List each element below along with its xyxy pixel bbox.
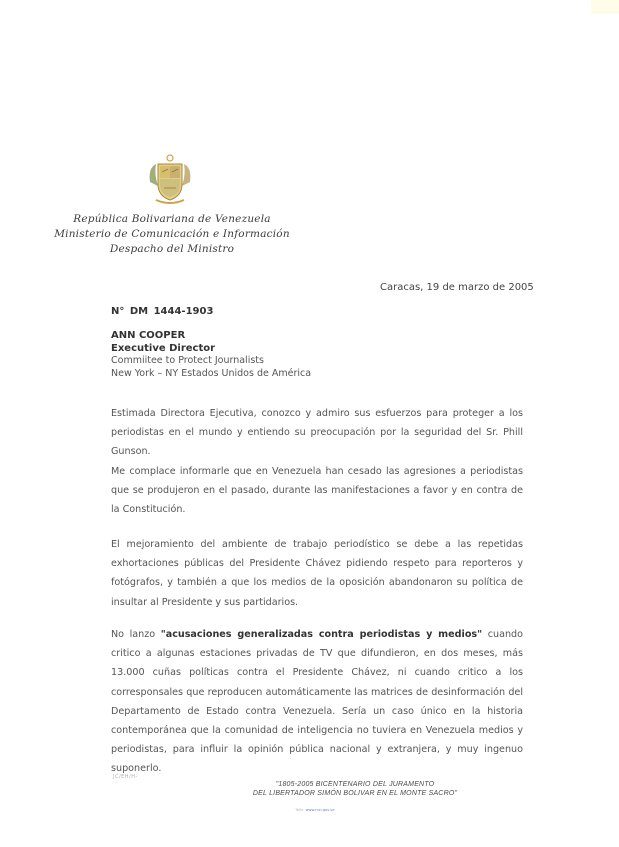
- coat-of-arms-icon: [142, 152, 198, 208]
- letter-date: Caracas, 19 de marzo de 2005: [380, 282, 534, 293]
- paragraph-text: No lanzo: [111, 629, 161, 640]
- body-paragraph: Me complace informarle que en Venezuela han cesado las agresiones a periodistas que se produjeron en el pasado, durante las manifestaciones a favor y en contra de la Constitución.: [111, 466, 523, 516]
- addressee-name: ANN COOPER: [111, 330, 186, 341]
- footer-text: Telfs.: [295, 808, 305, 812]
- typist-initials: JC/EH/H-: [113, 774, 138, 780]
- footer-website-link[interactable]: www.mci.gov.ve: [305, 808, 335, 812]
- reference-number: N° DM 1444-1903: [111, 306, 214, 317]
- addressee-organization: Commiitee to Protect Journalists: [111, 355, 264, 366]
- paragraph-text: cuando critico a algunas estaciones privadas de TV que difundieron, en dos meses, más 13.000 cuñas políticas contra el Presidente Chávez, ni cuando critico a los corresponsales que reproducen automáticamente las matrices de desinformación del Departamento de Estado contra Venezuela. Sería un caso único en la historia contemporánea que la comunidad de inteligencia no tuviera en Venezuela medios y periodistas, para influir la opinión pública nacional y extranjera, y muy ingenuo suponerlo.: [111, 629, 523, 775]
- body-paragraph: Estimada Directora Ejecutiva, conozco y admiro sus esfuerzos para proteger a los periodistas en el mundo y entiendo su preocupación por la seguridad del Sr. Phill Gunson.: [111, 408, 523, 458]
- addressee-block: [111, 330, 311, 380]
- footer-contact: [120, 808, 510, 812]
- letterhead: [52, 212, 292, 257]
- motto-line: "1805-2005 BICENTENARIO DEL JURAMENTO: [275, 781, 435, 788]
- letterhead-republic: República Bolivariana de Venezuela: [73, 213, 271, 225]
- bold-quote: "acusaciones generalizadas contra periodistas y medios": [160, 629, 483, 640]
- body-paragraph: El mejoramiento del ambiente de trabajo periodístico se debe a las repetidas exhortaciones públicas del Presidente Chávez pidiendo respeto para reporteros y fotógrafos, y también a que los medios de la oposición abandonaron su política de insultar al Presidente y sus partidarios.: [111, 539, 523, 608]
- motto-line: DEL LIBERTADOR SIMÓN BOLIVAR EN EL MONTE SACRO": [252, 790, 458, 797]
- addressee-title: Executive Director: [111, 342, 216, 354]
- addressee-location: New York – NY Estados Unidos de América: [111, 367, 312, 379]
- letterhead-office: Despacho del Ministro: [109, 243, 235, 255]
- letterhead-ministry: Ministerio de Comunicación e Información: [54, 228, 290, 240]
- scan-tint: [591, 0, 619, 14]
- bicentennial-motto: [205, 780, 505, 798]
- body-paragraph: [111, 625, 523, 779]
